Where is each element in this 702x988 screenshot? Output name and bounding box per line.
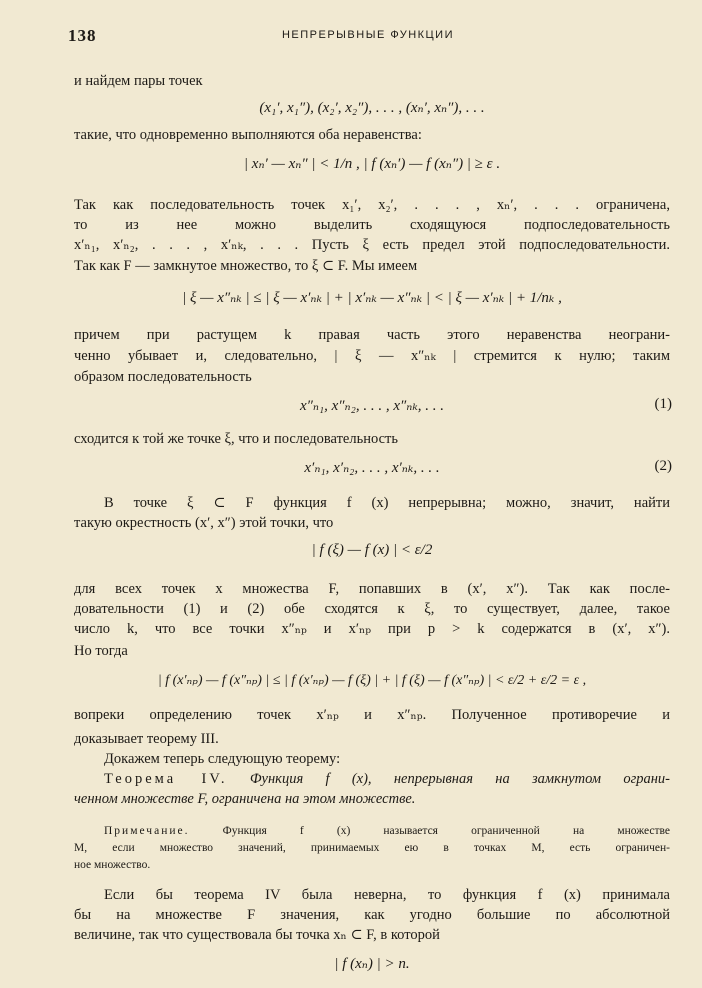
running-title: НЕПРЕРЫВНЫЕ ФУНКЦИИ: [281, 29, 454, 41]
text-line: Если бы теорема IV была неверна, то функция f (x) принимала: [104, 887, 670, 903]
theorem-heading: Теорема IV.: [104, 771, 228, 787]
text-line: Так как последовательность точек x₁′, x₂′, . . . , xₙ′, . . . ограничена,: [74, 197, 670, 213]
formula-sequence-2: x′ₙ₁, x′ₙ₂, . . . , x′ₙₖ, . . .: [304, 460, 440, 476]
text-line: вопреки определению точек x′ₙₚ и x″ₙₚ. Полученное противоречие и: [74, 707, 670, 723]
text-line: Но тогда: [74, 643, 128, 659]
text-line: ченно убывает и, следовательно, | ξ — x″ₙₖ | стремится к нулю; таким: [74, 348, 670, 364]
formula-contradiction: | f (x′ₙₚ) — f (x″ₙₚ) | ≤ | f (x′ₙₚ) — f (ξ) | + | f (ξ) — f (x″ₙₚ) | < ε/2 + ε/2 = ε ,: [157, 673, 587, 688]
text-line: доказывает теорему III.: [74, 731, 219, 747]
text-line: бы на множестве F значения, как угодно большие по абсолютной: [74, 907, 670, 923]
theorem-line: [74, 770, 670, 790]
text-line: число k, что все точки x″ₙₚ и x′ₙₚ при p > k содержатся в (x′, x″).: [74, 621, 670, 637]
page-header: [68, 26, 668, 50]
formula-pairs: (x₁′, x₁″), (x₂′, x₂″), . . . , (xₙ′, xₙ″), . . .: [259, 100, 485, 116]
theorem-statement-cont: ченном множестве F, ограничена на этом множестве.: [74, 791, 416, 807]
equation-number-1: (1): [654, 396, 672, 412]
equation-number-2: (2): [654, 458, 672, 474]
formula-sequence-1: x″ₙ₁, x″ₙ₂, . . . , x″ₙₖ, . . .: [299, 398, 445, 414]
text-line: величине, так что существовала бы точка xₙ ⊂ F, в которой: [74, 927, 440, 943]
text-line: образом последовательность: [74, 369, 252, 385]
note-line: M, если множество значений, принимаемых ею в точках M, есть ограничен-: [74, 842, 670, 854]
text-line: для всех точек x множества F, попавших в (x′, x″). Так как после-: [74, 581, 670, 597]
page-number: 138: [68, 26, 97, 45]
formula-estimate: | ξ — x″ₙₖ | ≤ | ξ — x′ₙₖ | + | x′ₙₖ — x″ₙₖ | < | ξ — x′ₙₖ | + 1/nₖ ,: [182, 290, 562, 306]
formula-inequalities: | xₙ′ — xₙ″ | < 1/n , | f (xₙ′) — f (xₙ″) | ≥ ε .: [243, 156, 501, 172]
text-line: Докажем теперь следующую теорему:: [104, 751, 341, 767]
text-line: x′ₙ₁, x′ₙ₂, . . . , x′ₙₖ, . . . Пусть ξ есть предел этой подпоследовательности.: [74, 237, 670, 253]
note-line: ное множество.: [74, 859, 151, 871]
text-line: причем при растущем k правая часть этого неравенства неограни-: [74, 327, 670, 343]
formula-unbounded: | f (xₙ) | > n.: [334, 956, 410, 972]
note-line: [74, 824, 670, 840]
note-text: Функция f (x) называется ограниченной на множестве: [222, 825, 670, 837]
text-line: В точке ξ ⊂ F функция f (x) непрерывна; можно, значит, найти: [104, 495, 670, 511]
text-line: такую окрестность (x′, x″) этой точки, что: [74, 515, 334, 531]
text-line: и найдем пары точек: [74, 73, 203, 89]
text-line: сходится к той же точке ξ, что и последовательность: [74, 431, 398, 447]
text-line: то из нее можно выделить сходящуюся подпоследовательность: [74, 217, 670, 233]
text-line: такие, что одновременно выполняются оба неравенства:: [74, 127, 422, 143]
text-line: довательности (1) и (2) обе сходятся к ξ, то существует, далее, такое: [74, 601, 670, 617]
note-heading: Примечание.: [104, 825, 190, 837]
formula-continuity: | f (ξ) — f (x) | < ε/2: [311, 542, 433, 558]
text-line: Так как F — замкнутое множество, то ξ ⊂ F. Мы имеем: [74, 258, 418, 274]
theorem-statement: Функция f (x), непрерывная на замкнутом ограни-: [249, 771, 671, 787]
